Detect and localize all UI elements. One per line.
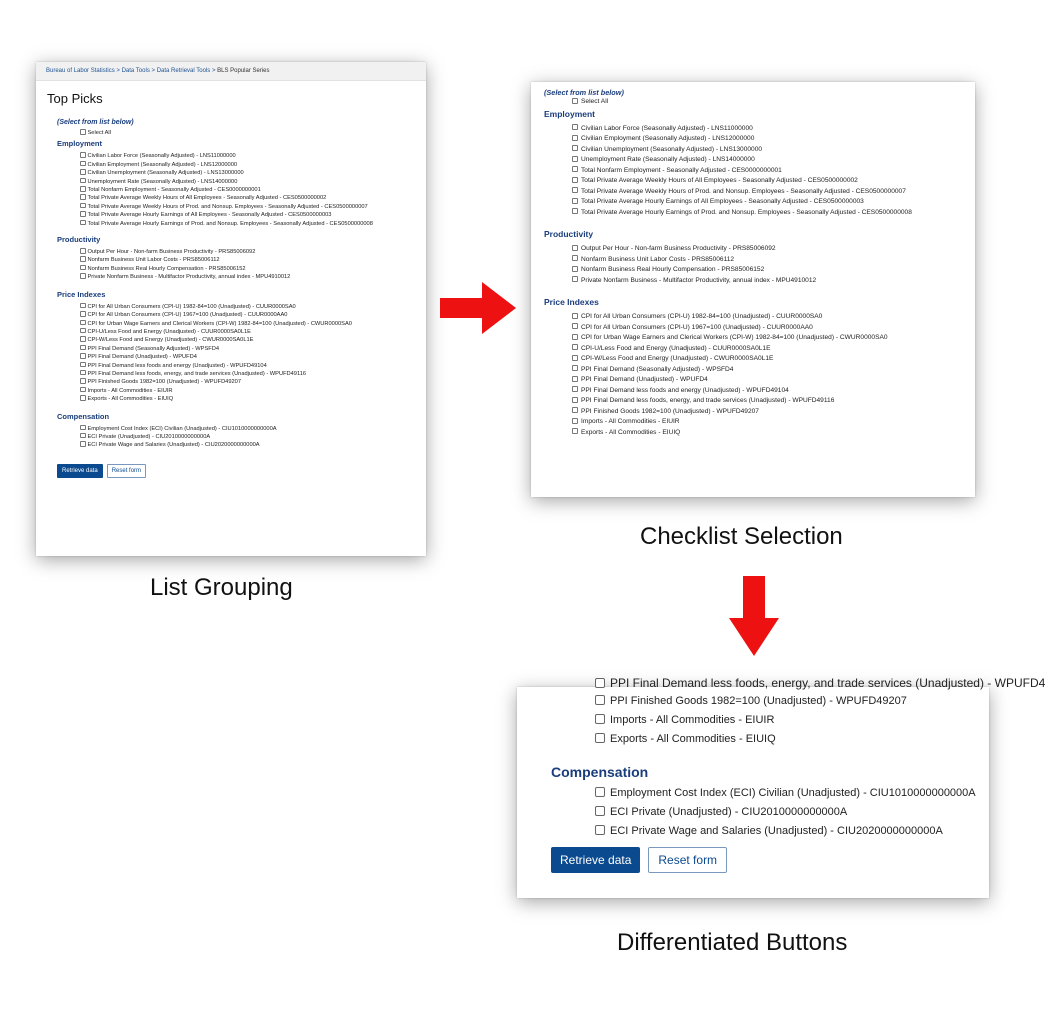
list-item[interactable] [572, 176, 975, 187]
list-item-label: Private Nonfarm Business - Multifactor Productivity, annual index - MPU4910012 [581, 276, 817, 284]
select-all-checkbox[interactable] [572, 98, 578, 104]
list-item-label: Total Nonfarm Employment - Seasonally Adjusted - CES0000000001 [87, 187, 261, 194]
checkbox[interactable] [80, 378, 86, 384]
checkbox[interactable] [572, 407, 578, 413]
list-item[interactable] [80, 433, 426, 441]
list-item-label: PPI Final Demand less foods and energy (Unadjusted) - WPUFD49104 [87, 362, 267, 369]
checkbox[interactable] [572, 124, 578, 130]
checkbox[interactable] [595, 714, 605, 724]
list-item[interactable] [572, 197, 975, 208]
checkbox[interactable] [595, 695, 605, 705]
list-item[interactable] [80, 320, 426, 328]
breadcrumb-separator: > [116, 68, 120, 74]
group-heading-compensation: Compensation [57, 411, 110, 421]
list-item-label: Total Private Average Hourly Earnings of Prod. and Nonsup. Employees - Seasonally Adjusted - CES0500000008 [581, 208, 912, 216]
list-item[interactable] [80, 311, 426, 319]
list-item[interactable] [595, 784, 976, 803]
list-item[interactable] [595, 711, 907, 730]
breadcrumb-link-data-tools[interactable]: Data Tools [121, 68, 150, 74]
list-item[interactable] [572, 134, 975, 145]
list-item-label: Total Private Average Hourly Earnings of All Employees - Seasonally Adjusted - CES0500000003 [87, 212, 332, 219]
list-item-label: Unemployment Rate (Seasonally Adjusted) - LNS14000000 [87, 178, 238, 185]
list-item-label: Civilian Employment (Seasonally Adjusted) - LNS12000000 [87, 161, 238, 168]
list-item[interactable] [80, 220, 426, 228]
select-all-option[interactable] [80, 129, 426, 137]
list-item-label: CPI-U/Less Food and Energy (Unadjusted) - CUUR0000SA0L1E [581, 344, 771, 352]
checkbox[interactable] [80, 273, 86, 279]
list-item-label: Exports - All Commodities - EIUIQ [87, 396, 174, 403]
right-arrow-icon [440, 282, 516, 334]
checkbox[interactable] [80, 320, 86, 326]
employment-list [531, 124, 975, 219]
list-item-label: PPI Final Demand (Seasonally Adjusted) - WPSFD4 [581, 365, 734, 373]
list-item-label: PPI Finished Goods 1982=100 (Unadjusted) - WPUFD49207 [581, 407, 759, 415]
list-item[interactable] [572, 187, 975, 198]
list-item[interactable] [80, 362, 426, 370]
list-item[interactable] [80, 336, 426, 344]
checkbox[interactable] [572, 187, 578, 193]
list-item-label: Exports - All Commodities - EIUIQ [581, 428, 681, 436]
checkbox-checked[interactable] [572, 428, 578, 434]
list-item[interactable] [80, 203, 426, 211]
checkbox[interactable] [80, 441, 86, 447]
list-item[interactable] [80, 248, 426, 256]
checkbox[interactable] [80, 194, 86, 200]
page-title: Top Picks [47, 91, 103, 106]
group-heading-compensation: Compensation [551, 764, 649, 780]
list-item[interactable] [572, 396, 975, 407]
list-item[interactable] [572, 365, 975, 376]
list-item-label: Private Nonfarm Business - Multifactor Productivity, annual index - MPU4910012 [87, 274, 291, 281]
list-item[interactable] [595, 822, 976, 841]
list-item[interactable] [572, 354, 975, 365]
list-item[interactable] [80, 425, 426, 433]
cutoff-list-item [595, 676, 1045, 690]
list-item[interactable] [572, 155, 975, 166]
compensation-list [595, 784, 976, 841]
list-item[interactable] [572, 407, 975, 418]
list-item-label: PPI Final Demand (Unadjusted) - WPUFD4 [87, 354, 197, 361]
list-item[interactable] [572, 428, 975, 439]
down-arrow-icon [729, 576, 779, 656]
list-item[interactable] [80, 328, 426, 336]
group-heading-price-indexes: Price Indexes [57, 289, 106, 299]
checkbox[interactable] [572, 397, 578, 403]
list-item-label: PPI Final Demand (Seasonally Adjusted) - WPSFD4 [87, 345, 219, 352]
list-item[interactable] [572, 312, 975, 323]
checklist-selection-screenshot [531, 82, 975, 497]
checkbox[interactable] [80, 328, 86, 334]
list-item[interactable] [80, 178, 426, 186]
reset-form-button[interactable]: Reset form [648, 847, 727, 873]
list-item[interactable] [80, 370, 426, 378]
breadcrumb [36, 62, 426, 81]
list-item-label: Output Per Hour - Non-farm Business Productivity - PRS85006092 [581, 245, 776, 252]
checkbox[interactable] [595, 806, 605, 816]
group-heading-productivity: Productivity [57, 235, 101, 245]
form-buttons [551, 847, 727, 873]
checkbox[interactable] [80, 311, 86, 317]
checkbox[interactable] [572, 166, 578, 172]
checkbox[interactable] [572, 355, 578, 361]
price-indexes-list-tail [595, 692, 907, 749]
checkbox[interactable] [572, 135, 578, 141]
list-item[interactable] [572, 255, 975, 266]
list-item-label: Nonfarm Business Unit Labor Costs - PRS85006112 [581, 255, 735, 263]
list-item-label: Imports - All Commodities - EIUIR [610, 714, 775, 726]
list-item-label: Exports - All Commodities - EIUIQ [610, 733, 776, 745]
list-item-label: Civilian Unemployment (Seasonally Adjusted) - LNS13000000 [581, 145, 763, 153]
list-item[interactable] [80, 256, 426, 264]
list-item[interactable] [572, 124, 975, 135]
list-item-label: ECI Private (Unadjusted) - CIU2010000000000A [610, 806, 848, 818]
list-item-label: PPI Final Demand less foods, energy, and trade services (Unadjusted) - WPUFD49116 [581, 397, 835, 404]
checkbox-checked[interactable] [595, 733, 605, 743]
checkbox[interactable] [572, 418, 578, 424]
list-item[interactable] [572, 276, 975, 287]
list-item-label: CPI for All Urban Consumers (CPI-U) 1982-84=100 (Unadjusted) - CUUR0000SA0 [87, 303, 296, 310]
employment-list [36, 152, 426, 228]
list-item-label: CPI for All Urban Consumers (CPI-U) 1967=100 (Unadjusted) - CUUR0000AA0 [581, 323, 813, 331]
list-item-label: PPI Final Demand less foods, energy, and trade services (Unadjusted) - WPUFD49116 [87, 370, 307, 377]
list-item[interactable] [80, 395, 426, 403]
compensation-list [36, 425, 426, 450]
checkbox[interactable] [80, 186, 86, 192]
list-item[interactable] [80, 161, 426, 169]
list-item[interactable] [595, 692, 907, 711]
breadcrumb-separator: > [151, 68, 156, 74]
checkbox-checked[interactable] [572, 156, 578, 162]
reset-form-button[interactable]: Reset form [107, 464, 146, 478]
checkbox[interactable] [80, 336, 86, 342]
checkbox[interactable] [80, 248, 86, 254]
list-item-label: Imports - All Commodities - EIUIR [581, 418, 680, 425]
checkbox[interactable] [80, 303, 86, 309]
caption-differentiated-buttons: Differentiated Buttons [617, 929, 848, 956]
productivity-list [531, 244, 975, 286]
list-item-label: Nonfarm Business Unit Labor Costs - PRS85006112 [87, 257, 220, 264]
checkbox[interactable] [572, 198, 578, 204]
list-item-label: Civilian Unemployment (Seasonally Adjusted) - LNS13000000 [87, 170, 244, 177]
list-item-label: CPI-W/Less Food and Energy (Unadjusted) - CWUR0000SA0L1E [87, 337, 254, 344]
list-item-label: Total Private Average Weekly Hours of All Employees - Seasonally Adjusted - CES0500000002 [581, 177, 858, 184]
list-item[interactable] [572, 244, 975, 255]
checkbox[interactable] [80, 362, 86, 368]
list-item[interactable] [80, 387, 426, 395]
retrieve-data-button[interactable]: Retrieve data [57, 464, 103, 478]
list-item-label: Civilian Labor Force (Seasonally Adjusted) - LNS11000000 [581, 124, 753, 132]
group-heading-price-indexes: Price Indexes [544, 297, 599, 307]
list-item[interactable] [80, 441, 426, 449]
select-all-option[interactable] [572, 97, 975, 108]
list-item-label: Output Per Hour - Non-farm Business Productivity - PRS85006092 [87, 249, 256, 256]
list-item-label: Unemployment Rate (Seasonally Adjusted) - LNS14000000 [581, 156, 755, 163]
checkbox[interactable] [80, 169, 86, 175]
select-all-checkbox[interactable] [80, 129, 86, 135]
list-item-label: Employment Cost Index (ECI) Civilian (Unadjusted) - CIU1010000000000A [610, 787, 976, 799]
list-item-label: Total Private Average Weekly Hours of Prod. and Nonsup. Employees - Seasonally Adjusted - CES0500000007 [87, 203, 368, 210]
select-prompt: (Select from list below) [544, 88, 624, 97]
list-item-label: PPI Finished Goods 1982=100 (Unadjusted) - WPUFD49207 [610, 695, 907, 707]
list-item[interactable] [80, 265, 426, 273]
list-item-label: Imports - All Commodities - EIUIR [87, 387, 173, 394]
list-item[interactable] [572, 208, 975, 219]
list-item[interactable] [595, 730, 907, 749]
list-item[interactable] [80, 211, 426, 219]
checkbox[interactable] [80, 433, 86, 439]
list-item[interactable] [80, 194, 426, 202]
list-item-label: Total Private Average Hourly Earnings of All Employees - Seasonally Adjusted - CES0500000003 [581, 198, 864, 205]
list-item-label: PPI Finished Goods 1982=100 (Unadjusted) - WPUFD49207 [87, 379, 241, 386]
list-item-label: Total Private Average Weekly Hours of Prod. and Nonsup. Employees - Seasonally Adjusted - CES0500000007 [581, 187, 906, 195]
checkbox[interactable] [572, 266, 578, 272]
list-item[interactable] [572, 265, 975, 276]
list-item[interactable] [572, 344, 975, 355]
checkbox[interactable] [572, 376, 578, 382]
list-item-label: CPI for Urban Wage Earners and Clerical Workers (CPI-W) 1982-84=100 (Unadjusted) - CWUR0000SA0 [581, 334, 888, 341]
checkbox[interactable] [572, 334, 578, 340]
list-item-label: CPI-W/Less Food and Energy (Unadjusted) - CWUR0000SA0L1E [581, 355, 774, 362]
list-item[interactable] [80, 378, 426, 386]
checkbox[interactable] [80, 395, 86, 401]
checkbox[interactable] [80, 152, 86, 158]
list-item[interactable] [572, 375, 975, 386]
checkbox[interactable] [572, 313, 578, 319]
list-item-label: Total Private Average Hourly Earnings of Prod. and Nonsup. Employees - Seasonally Adjusted - CES0500000008 [87, 220, 373, 227]
productivity-list [36, 248, 426, 282]
group-heading-employment: Employment [57, 139, 103, 149]
list-item-label: Civilian Employment (Seasonally Adjusted) - LNS12000000 [581, 135, 755, 142]
price-indexes-list [36, 303, 426, 404]
checkbox[interactable] [595, 787, 605, 797]
form-buttons [57, 459, 426, 478]
breadcrumb-link-bls[interactable]: Bureau of Labor Statistics [46, 68, 115, 74]
list-item[interactable] [80, 273, 426, 281]
breadcrumb-separator: > [211, 68, 216, 74]
list-item[interactable] [572, 386, 975, 397]
checkbox[interactable] [572, 276, 578, 282]
list-item-label: Employment Cost Index (ECI) Civilian (Unadjusted) - CIU1010000000000A [87, 425, 277, 432]
checkbox[interactable] [80, 256, 86, 262]
list-item[interactable] [80, 152, 426, 160]
select-all-label: Select All [581, 98, 609, 105]
checkbox[interactable] [572, 386, 578, 392]
list-item[interactable] [80, 353, 426, 361]
caption-checklist-selection: Checklist Selection [640, 523, 843, 550]
list-item[interactable] [572, 323, 975, 334]
checkbox[interactable] [572, 208, 578, 214]
list-item[interactable] [80, 169, 426, 177]
checkbox[interactable] [572, 255, 578, 261]
list-grouping-screenshot [36, 62, 426, 556]
checkbox[interactable] [80, 178, 86, 184]
list-item[interactable] [80, 345, 426, 353]
checkbox[interactable] [595, 678, 605, 688]
checkbox[interactable] [80, 203, 86, 209]
checkbox[interactable] [80, 353, 86, 359]
list-item[interactable] [80, 186, 426, 194]
differentiated-buttons-screenshot [517, 676, 1045, 898]
list-item[interactable] [80, 303, 426, 311]
list-item[interactable] [572, 145, 975, 156]
list-item-label: PPI Final Demand (Unadjusted) - WPUFD4 [581, 376, 708, 383]
select-all-label: Select All [87, 130, 111, 136]
checkbox[interactable] [80, 220, 86, 226]
list-item[interactable] [572, 333, 975, 344]
checkbox[interactable] [80, 161, 86, 167]
checkbox[interactable] [572, 177, 578, 183]
checkbox[interactable] [80, 425, 86, 431]
group-heading-employment: Employment [544, 108, 596, 119]
list-item-label: CPI for All Urban Consumers (CPI-U) 1967=100 (Unadjusted) - CUUR0000AA0 [87, 312, 288, 319]
checkbox[interactable] [80, 345, 86, 351]
price-indexes-list [531, 312, 975, 438]
list-item-label: ECI Private Wage and Salaries (Unadjusted) - CIU2020000000000A [87, 442, 260, 449]
checkbox[interactable] [80, 370, 86, 376]
select-prompt: (Select from list below) [57, 119, 134, 126]
list-item-label: Civilian Labor Force (Seasonally Adjusted) - LNS11000000 [87, 153, 236, 160]
list-item-label: ECI Private (Unadjusted) - CIU2010000000000A [87, 433, 211, 440]
checkbox[interactable] [80, 211, 86, 217]
list-item-label: PPI Final Demand less foods, energy, and trade services (Unadjusted) - WPUFD4 [610, 676, 1045, 690]
breadcrumb-current: BLS Popular Series [217, 68, 270, 74]
list-item-label: Nonfarm Business Real Hourly Compensation - PRS85006152 [581, 266, 765, 273]
checkbox[interactable] [80, 265, 86, 271]
list-item-label: Nonfarm Business Real Hourly Compensation - PRS85006152 [87, 265, 246, 272]
checkbox[interactable] [572, 323, 578, 329]
checkbox[interactable] [80, 387, 86, 393]
list-item[interactable] [572, 166, 975, 177]
list-item-label: Total Nonfarm Employment - Seasonally Adjusted - CES0000000001 [581, 166, 782, 174]
list-item[interactable] [595, 803, 976, 822]
list-item-label: ECI Private Wage and Salaries (Unadjusted) - CIU2020000000000A [610, 825, 943, 837]
list-item-label: PPI Final Demand less foods and energy (Unadjusted) - WPUFD49104 [581, 386, 789, 394]
checkbox[interactable] [595, 825, 605, 835]
list-item-label: CPI for Urban Wage Earners and Clerical Workers (CPI-W) 1982-84=100 (Unadjusted) - CWUR0000SA0 [87, 320, 352, 327]
list-item-label: CPI for All Urban Consumers (CPI-U) 1982-84=100 (Unadjusted) - CUUR0000SA0 [581, 313, 823, 320]
list-item-label: Total Private Average Weekly Hours of All Employees - Seasonally Adjusted - CES0500000002 [87, 195, 327, 202]
caption-list-grouping: List Grouping [150, 574, 293, 601]
list-item-label: CPI-U/Less Food and Energy (Unadjusted) - CUUR0000SA0L1E [87, 328, 251, 335]
checkbox[interactable] [572, 145, 578, 151]
breadcrumb-link-data-retrieval-tools[interactable]: Data Retrieval Tools [156, 68, 211, 74]
checkbox[interactable] [572, 245, 578, 251]
group-heading-productivity: Productivity [544, 229, 594, 239]
retrieve-data-button[interactable]: Retrieve data [551, 847, 640, 873]
checkbox[interactable] [572, 365, 578, 371]
checkbox[interactable] [572, 344, 578, 350]
list-item[interactable] [572, 417, 975, 428]
